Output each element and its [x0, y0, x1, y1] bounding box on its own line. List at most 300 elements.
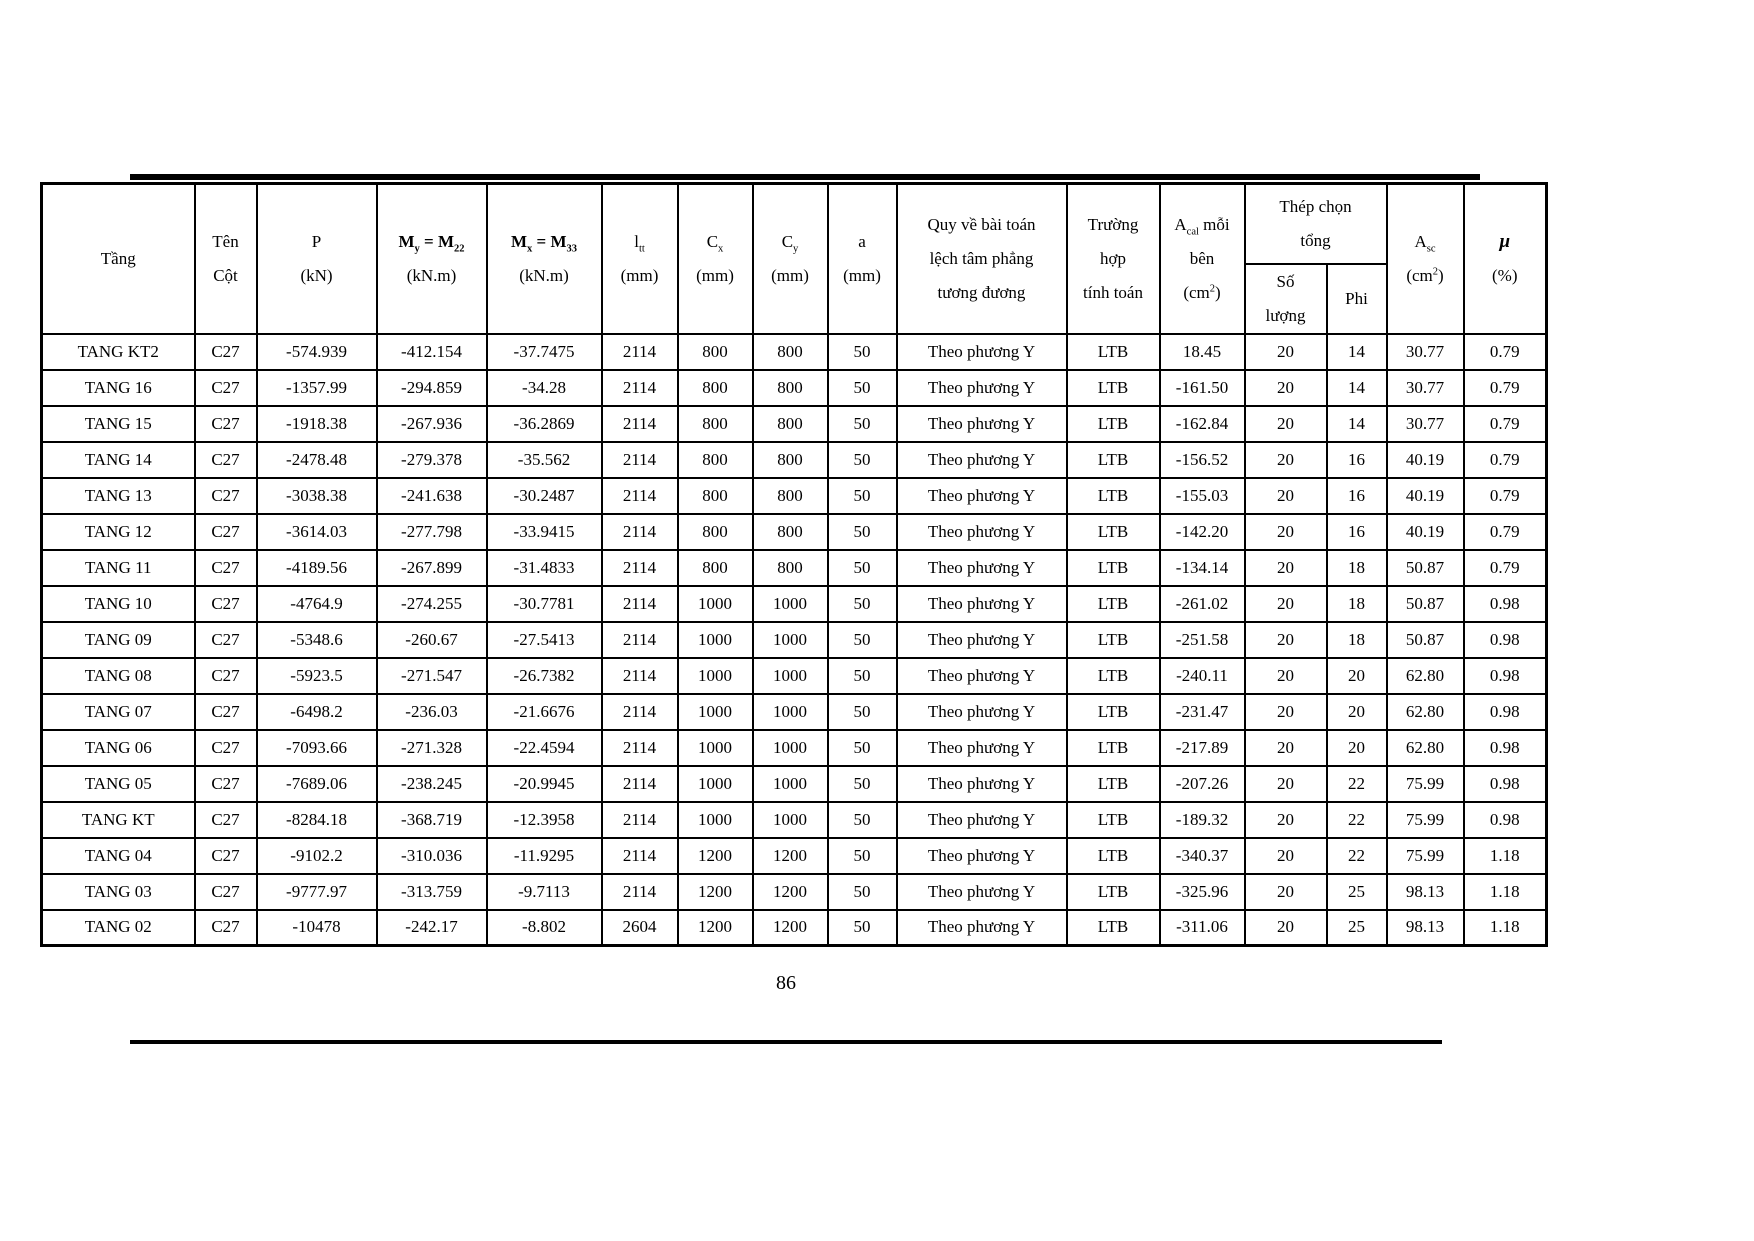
- cell-cy: 1000: [753, 730, 828, 766]
- cell-mu: 0.79: [1464, 514, 1547, 550]
- cell-acal: 18.45: [1160, 334, 1245, 370]
- cell-my: -277.798: [377, 514, 487, 550]
- cell-so-luong: 20: [1245, 622, 1327, 658]
- col-header-phi: Phi: [1327, 264, 1387, 334]
- cell-acal: -325.96: [1160, 874, 1245, 910]
- table-row: [42, 550, 1547, 586]
- col-header-asc: [1387, 184, 1464, 334]
- cell-quy-ve: Theo phương Y: [897, 874, 1067, 910]
- col-header-thep-chon-tong: [1245, 184, 1387, 264]
- col-header-ten-cot: [195, 184, 257, 334]
- cell-phi: 25: [1327, 910, 1387, 946]
- table-row: [42, 406, 1547, 442]
- cell-ltt: 2114: [602, 766, 678, 802]
- cell-tang: TANG 07: [42, 694, 195, 730]
- cell-ten-cot: C27: [195, 694, 257, 730]
- cell-cx: 1000: [678, 730, 753, 766]
- cell-mx: -27.5413: [487, 622, 602, 658]
- table-row: [42, 910, 1547, 946]
- cell-a: 50: [828, 406, 897, 442]
- cell-p: -5348.6: [257, 622, 377, 658]
- cell-truong-hop: LTB: [1067, 838, 1160, 874]
- cell-my: -274.255: [377, 586, 487, 622]
- table-row: [42, 766, 1547, 802]
- table-header: [42, 184, 1547, 334]
- cell-a: 50: [828, 658, 897, 694]
- cell-mx: -33.9415: [487, 514, 602, 550]
- col-header-ltt: [602, 184, 678, 334]
- col-header-p: [257, 184, 377, 334]
- header-line: μ: [1499, 230, 1511, 252]
- cell-acal: -240.11: [1160, 658, 1245, 694]
- table-row: [42, 658, 1547, 694]
- cell-cx: 1000: [678, 802, 753, 838]
- cell-a: 50: [828, 514, 897, 550]
- cell-cx: 800: [678, 442, 753, 478]
- table-row: [42, 838, 1547, 874]
- header-line: (kN.m): [519, 265, 569, 285]
- cell-p: -3614.03: [257, 514, 377, 550]
- cell-so-luong: 20: [1245, 586, 1327, 622]
- table-row: [42, 370, 1547, 406]
- cell-acal: -156.52: [1160, 442, 1245, 478]
- cell-quy-ve: Theo phương Y: [897, 802, 1067, 838]
- cell-ltt: 2604: [602, 910, 678, 946]
- cell-mu: 0.98: [1464, 622, 1547, 658]
- cell-quy-ve: Theo phương Y: [897, 838, 1067, 874]
- cell-phi: 14: [1327, 406, 1387, 442]
- cell-tang: TANG 10: [42, 586, 195, 622]
- cell-mu: 0.98: [1464, 694, 1547, 730]
- cell-mx: -12.3958: [487, 802, 602, 838]
- cell-p: -10478: [257, 910, 377, 946]
- cell-my: -242.17: [377, 910, 487, 946]
- cell-so-luong: 20: [1245, 730, 1327, 766]
- header-line: Tên: [212, 231, 239, 251]
- cell-ltt: 2114: [602, 622, 678, 658]
- table-row: [42, 622, 1547, 658]
- cell-tang: TANG 15: [42, 406, 195, 442]
- cell-cy: 800: [753, 514, 828, 550]
- cell-mu: 0.79: [1464, 370, 1547, 406]
- column-calculation-table: [40, 182, 1548, 947]
- cell-mx: -26.7382: [487, 658, 602, 694]
- cell-so-luong: 20: [1245, 658, 1327, 694]
- cell-ten-cot: C27: [195, 586, 257, 622]
- cell-p: -9102.2: [257, 838, 377, 874]
- cell-cx: 1000: [678, 694, 753, 730]
- cell-acal: -207.26: [1160, 766, 1245, 802]
- cell-ltt: 2114: [602, 334, 678, 370]
- col-header-mx: [487, 184, 602, 334]
- cell-truong-hop: LTB: [1067, 766, 1160, 802]
- cell-cx: 1000: [678, 766, 753, 802]
- cell-cx: 1200: [678, 838, 753, 874]
- cell-cx: 800: [678, 550, 753, 586]
- cell-truong-hop: LTB: [1067, 658, 1160, 694]
- cell-asc: 50.87: [1387, 622, 1464, 658]
- cell-tang: TANG KT: [42, 802, 195, 838]
- cell-truong-hop: LTB: [1067, 406, 1160, 442]
- cell-mu: 0.79: [1464, 478, 1547, 514]
- table-body: [42, 334, 1547, 946]
- cell-asc: 75.99: [1387, 838, 1464, 874]
- cell-mx: -37.7475: [487, 334, 602, 370]
- cell-asc: 40.19: [1387, 442, 1464, 478]
- cell-ltt: 2114: [602, 406, 678, 442]
- cell-mx: -30.7781: [487, 586, 602, 622]
- cell-a: 50: [828, 478, 897, 514]
- cell-p: -7689.06: [257, 766, 377, 802]
- cell-acal: -261.02: [1160, 586, 1245, 622]
- cell-cy: 1200: [753, 874, 828, 910]
- cell-truong-hop: LTB: [1067, 370, 1160, 406]
- col-header-tang: Tầng: [42, 184, 195, 334]
- cell-phi: 20: [1327, 694, 1387, 730]
- cell-asc: 40.19: [1387, 514, 1464, 550]
- cell-ltt: 2114: [602, 802, 678, 838]
- cell-ltt: 2114: [602, 478, 678, 514]
- table-row: [42, 514, 1547, 550]
- header-line: lượng: [1265, 305, 1306, 325]
- cell-cy: 1000: [753, 622, 828, 658]
- cell-quy-ve: Theo phương Y: [897, 406, 1067, 442]
- col-header-so-luong: [1245, 264, 1327, 334]
- header-line: $l_{tt}$: [634, 231, 645, 255]
- header-line: Thép chọn: [1279, 196, 1352, 216]
- cell-so-luong: 20: [1245, 694, 1327, 730]
- header-line: Trường: [1087, 214, 1139, 234]
- cell-mx: -31.4833: [487, 550, 602, 586]
- cell-so-luong: 20: [1245, 838, 1327, 874]
- cell-my: -368.719: [377, 802, 487, 838]
- cell-a: 50: [828, 586, 897, 622]
- cell-asc: 30.77: [1387, 406, 1464, 442]
- cell-tang: TANG KT2: [42, 334, 195, 370]
- cell-cx: 800: [678, 334, 753, 370]
- cell-tang: TANG 08: [42, 658, 195, 694]
- cell-mu: 0.98: [1464, 586, 1547, 622]
- cell-cy: 800: [753, 550, 828, 586]
- cell-p: -574.939: [257, 334, 377, 370]
- cell-my: -241.638: [377, 478, 487, 514]
- cell-cx: 1000: [678, 622, 753, 658]
- header-line: (mm): [771, 265, 809, 285]
- cell-acal: -217.89: [1160, 730, 1245, 766]
- header-line: (%): [1492, 265, 1518, 285]
- cell-phi: 14: [1327, 334, 1387, 370]
- cell-cy: 1000: [753, 694, 828, 730]
- cell-a: 50: [828, 838, 897, 874]
- cell-asc: 62.80: [1387, 694, 1464, 730]
- header-line: tương đương: [937, 282, 1026, 302]
- cell-tang: TANG 11: [42, 550, 195, 586]
- cell-a: 50: [828, 694, 897, 730]
- cell-mu: 1.18: [1464, 910, 1547, 946]
- col-header-a: [828, 184, 897, 334]
- table-row: [42, 874, 1547, 910]
- cell-a: 50: [828, 622, 897, 658]
- header-line: (kN): [300, 265, 333, 285]
- cell-so-luong: 20: [1245, 766, 1327, 802]
- cell-asc: 75.99: [1387, 802, 1464, 838]
- cell-truong-hop: LTB: [1067, 874, 1160, 910]
- table-row: [42, 802, 1547, 838]
- cell-phi: 16: [1327, 514, 1387, 550]
- cell-mu: 1.18: [1464, 838, 1547, 874]
- cell-my: -279.378: [377, 442, 487, 478]
- cell-cy: 1000: [753, 766, 828, 802]
- cell-mx: -34.28: [487, 370, 602, 406]
- cell-acal: -189.32: [1160, 802, 1245, 838]
- cell-mx: -20.9945: [487, 766, 602, 802]
- cell-truong-hop: LTB: [1067, 694, 1160, 730]
- cell-my: -267.899: [377, 550, 487, 586]
- cell-acal: -311.06: [1160, 910, 1245, 946]
- header-line: Cột: [213, 265, 238, 285]
- cell-p: -4764.9: [257, 586, 377, 622]
- cell-acal: -231.47: [1160, 694, 1245, 730]
- cell-p: -9777.97: [257, 874, 377, 910]
- cell-my: -238.245: [377, 766, 487, 802]
- cell-ltt: 2114: [602, 730, 678, 766]
- cell-tang: TANG 02: [42, 910, 195, 946]
- cell-cx: 1200: [678, 874, 753, 910]
- cell-ltt: 2114: [602, 586, 678, 622]
- cell-quy-ve: Theo phương Y: [897, 658, 1067, 694]
- header-line: hợp: [1100, 248, 1126, 268]
- cell-phi: 18: [1327, 550, 1387, 586]
- cell-my: -271.328: [377, 730, 487, 766]
- cell-ten-cot: C27: [195, 514, 257, 550]
- cell-ten-cot: C27: [195, 406, 257, 442]
- cell-quy-ve: Theo phương Y: [897, 550, 1067, 586]
- cell-a: 50: [828, 802, 897, 838]
- cell-cy: 1200: [753, 910, 828, 946]
- cell-mu: 0.98: [1464, 766, 1547, 802]
- header-line: a: [858, 231, 866, 251]
- col-header-cy: [753, 184, 828, 334]
- cell-truong-hop: LTB: [1067, 478, 1160, 514]
- cell-cy: 1000: [753, 802, 828, 838]
- cell-tang: TANG 12: [42, 514, 195, 550]
- cell-truong-hop: LTB: [1067, 550, 1160, 586]
- cell-acal: -251.58: [1160, 622, 1245, 658]
- cell-phi: 22: [1327, 838, 1387, 874]
- cell-p: -2478.48: [257, 442, 377, 478]
- cell-p: -5923.5: [257, 658, 377, 694]
- cell-asc: 62.80: [1387, 730, 1464, 766]
- header-line: P: [311, 231, 322, 251]
- cell-my: -271.547: [377, 658, 487, 694]
- cell-p: -7093.66: [257, 730, 377, 766]
- cell-ten-cot: C27: [195, 478, 257, 514]
- cell-tang: TANG 06: [42, 730, 195, 766]
- cell-ten-cot: C27: [195, 802, 257, 838]
- cell-so-luong: 20: [1245, 478, 1327, 514]
- cell-cy: 800: [753, 478, 828, 514]
- cell-mx: -35.562: [487, 442, 602, 478]
- cell-so-luong: 20: [1245, 406, 1327, 442]
- cell-ltt: 2114: [602, 442, 678, 478]
- cell-so-luong: 20: [1245, 442, 1327, 478]
- table-row: [42, 442, 1547, 478]
- cell-so-luong: 20: [1245, 874, 1327, 910]
- cell-quy-ve: Theo phương Y: [897, 730, 1067, 766]
- cell-my: -260.67: [377, 622, 487, 658]
- cell-truong-hop: LTB: [1067, 622, 1160, 658]
- cell-tang: TANG 03: [42, 874, 195, 910]
- header-line: (mm): [696, 265, 734, 285]
- cell-cy: 800: [753, 406, 828, 442]
- cell-tang: TANG 09: [42, 622, 195, 658]
- cell-phi: 16: [1327, 478, 1387, 514]
- cell-p: -4189.56: [257, 550, 377, 586]
- cell-ltt: 2114: [602, 658, 678, 694]
- cell-mu: 0.79: [1464, 334, 1547, 370]
- cell-ten-cot: C27: [195, 334, 257, 370]
- cell-my: -267.936: [377, 406, 487, 442]
- cell-mx: -22.4594: [487, 730, 602, 766]
- cell-mu: 0.98: [1464, 730, 1547, 766]
- cell-mx: -36.2869: [487, 406, 602, 442]
- cell-quy-ve: Theo phương Y: [897, 694, 1067, 730]
- cell-cy: 1000: [753, 586, 828, 622]
- cell-mx: -21.6676: [487, 694, 602, 730]
- cell-so-luong: 20: [1245, 550, 1327, 586]
- cell-phi: 16: [1327, 442, 1387, 478]
- cell-so-luong: 20: [1245, 334, 1327, 370]
- cell-quy-ve: Theo phương Y: [897, 514, 1067, 550]
- cell-so-luong: 20: [1245, 370, 1327, 406]
- header-line: Quy về bài toán: [927, 214, 1036, 234]
- header-line: $A_{sc}$: [1414, 231, 1436, 255]
- cell-acal: -340.37: [1160, 838, 1245, 874]
- cell-p: -6498.2: [257, 694, 377, 730]
- cell-truong-hop: LTB: [1067, 514, 1160, 550]
- bottom-rule-divider: [130, 1040, 1442, 1044]
- cell-ten-cot: C27: [195, 658, 257, 694]
- cell-cx: 1200: [678, 910, 753, 946]
- cell-a: 50: [828, 910, 897, 946]
- table-row: [42, 586, 1547, 622]
- cell-acal: -134.14: [1160, 550, 1245, 586]
- cell-truong-hop: LTB: [1067, 802, 1160, 838]
- col-header-my: [377, 184, 487, 334]
- cell-ltt: 2114: [602, 694, 678, 730]
- cell-a: 50: [828, 550, 897, 586]
- cell-cy: 800: [753, 334, 828, 370]
- cell-asc: 40.19: [1387, 478, 1464, 514]
- cell-p: -1357.99: [257, 370, 377, 406]
- cell-ten-cot: C27: [195, 550, 257, 586]
- cell-a: 50: [828, 730, 897, 766]
- cell-cy: 1000: [753, 658, 828, 694]
- cell-asc: 75.99: [1387, 766, 1464, 802]
- cell-truong-hop: LTB: [1067, 586, 1160, 622]
- table-row: [42, 694, 1547, 730]
- cell-my: -294.859: [377, 370, 487, 406]
- cell-phi: 18: [1327, 622, 1387, 658]
- cell-acal: -162.84: [1160, 406, 1245, 442]
- header-line: bên: [1189, 248, 1215, 268]
- cell-mx: -9.7113: [487, 874, 602, 910]
- header-line: (mm): [843, 265, 881, 285]
- cell-acal: -161.50: [1160, 370, 1245, 406]
- cell-p: -3038.38: [257, 478, 377, 514]
- col-header-cx: [678, 184, 753, 334]
- cell-a: 50: [828, 370, 897, 406]
- cell-phi: 20: [1327, 730, 1387, 766]
- cell-ltt: 2114: [602, 550, 678, 586]
- cell-ltt: 2114: [602, 370, 678, 406]
- cell-phi: 22: [1327, 802, 1387, 838]
- cell-mx: -11.9295: [487, 838, 602, 874]
- header-line: $A_{cal}$ mỗi: [1174, 214, 1230, 238]
- header-line: lệch tâm phẳng: [929, 248, 1034, 268]
- cell-quy-ve: Theo phương Y: [897, 334, 1067, 370]
- header-line: (mm): [620, 265, 659, 285]
- cell-quy-ve: Theo phương Y: [897, 478, 1067, 514]
- cell-cx: 1000: [678, 586, 753, 622]
- cell-ten-cot: C27: [195, 910, 257, 946]
- cell-truong-hop: LTB: [1067, 334, 1160, 370]
- cell-so-luong: 20: [1245, 514, 1327, 550]
- cell-truong-hop: LTB: [1067, 910, 1160, 946]
- col-header-acal: [1160, 184, 1245, 334]
- cell-a: 50: [828, 442, 897, 478]
- cell-phi: 22: [1327, 766, 1387, 802]
- header-line: tổng: [1300, 230, 1331, 250]
- header-line: (kN.m): [406, 265, 457, 285]
- cell-ltt: 2114: [602, 514, 678, 550]
- cell-cx: 800: [678, 406, 753, 442]
- cell-mx: -8.802: [487, 910, 602, 946]
- cell-ten-cot: C27: [195, 838, 257, 874]
- cell-phi: 20: [1327, 658, 1387, 694]
- cell-tang: TANG 16: [42, 370, 195, 406]
- cell-cx: 800: [678, 370, 753, 406]
- cell-quy-ve: Theo phương Y: [897, 622, 1067, 658]
- cell-ten-cot: C27: [195, 730, 257, 766]
- cell-quy-ve: Theo phương Y: [897, 766, 1067, 802]
- cell-tang: TANG 14: [42, 442, 195, 478]
- cell-ltt: 2114: [602, 838, 678, 874]
- cell-asc: 62.80: [1387, 658, 1464, 694]
- table-row: [42, 334, 1547, 370]
- cell-my: -412.154: [377, 334, 487, 370]
- header-line: $C_y$: [781, 231, 799, 255]
- table-row: [42, 730, 1547, 766]
- header-line: tính toán: [1083, 282, 1143, 302]
- cell-quy-ve: Theo phương Y: [897, 370, 1067, 406]
- cell-acal: -155.03: [1160, 478, 1245, 514]
- cell-asc: 30.77: [1387, 370, 1464, 406]
- cell-cx: 800: [678, 514, 753, 550]
- cell-a: 50: [828, 874, 897, 910]
- page-number: 86: [776, 972, 796, 994]
- header-line: Số: [1276, 271, 1295, 291]
- cell-phi: 25: [1327, 874, 1387, 910]
- cell-my: -310.036: [377, 838, 487, 874]
- cell-cy: 800: [753, 370, 828, 406]
- cell-truong-hop: LTB: [1067, 442, 1160, 478]
- cell-ten-cot: C27: [195, 874, 257, 910]
- header-line: $(cm^2)$: [1406, 265, 1444, 285]
- top-rule-divider: [130, 174, 1480, 180]
- cell-asc: 30.77: [1387, 334, 1464, 370]
- cell-quy-ve: Theo phương Y: [897, 442, 1067, 478]
